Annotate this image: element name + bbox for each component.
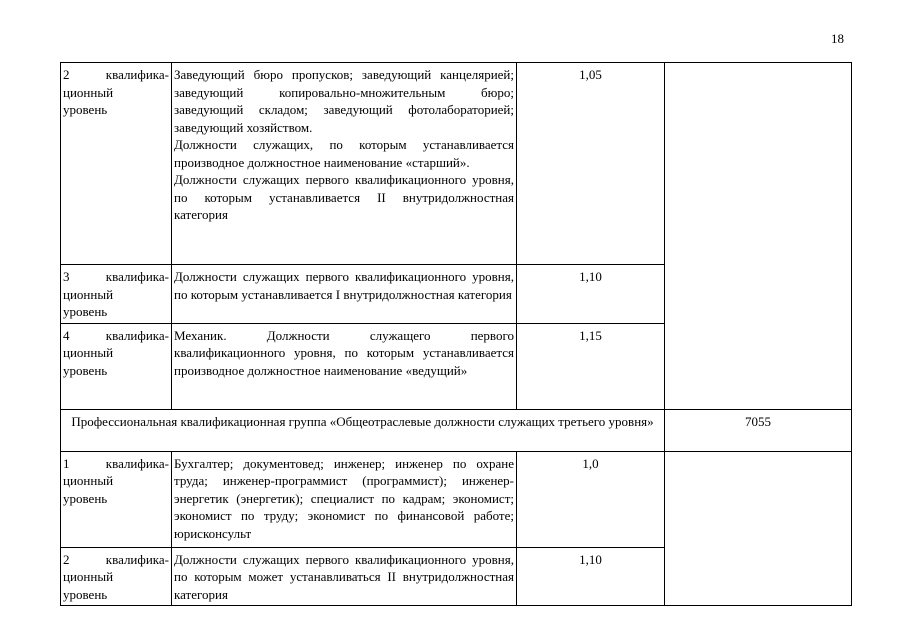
description-cell	[172, 63, 517, 265]
coefficient-cell: 1,10	[517, 265, 665, 324]
level-line: уровень	[63, 586, 108, 602]
coefficient-cell: 1,15	[517, 323, 665, 409]
coefficient-cell: 1,10	[517, 547, 665, 606]
level-line: ционный	[63, 84, 114, 100]
salary-cell-empty	[665, 63, 852, 410]
group-salary: 7055	[665, 409, 852, 451]
table-row	[61, 63, 852, 265]
group-header-row	[61, 409, 852, 451]
level-line: ционный	[63, 345, 114, 360]
level-line: 2 квалифика-	[63, 551, 169, 567]
description-paragraph: Механик. Должности служащего первого квалификационного уровня, по которым устанавливается производное должностное наименование «ведущий»	[174, 327, 514, 378]
level-cell	[61, 451, 172, 547]
level-cell	[61, 63, 172, 265]
salary-cell-empty	[665, 451, 852, 606]
level-line: 2 квалифика-	[63, 67, 169, 82]
group-title: Профессиональная квалификационная группа «Общеотраслевые должности служащих третьего уровня»	[61, 409, 665, 451]
level-cell	[61, 547, 172, 606]
level-line: ционный	[63, 286, 114, 302]
coefficient-cell: 1,05	[517, 63, 665, 265]
level-line: уровень	[63, 490, 108, 506]
description-cell	[172, 323, 517, 409]
description-paragraph: Должности служащих первого квалификационного уровня, по которым устанавливается I внутридолжностная категория	[174, 269, 514, 302]
coefficient-cell: 1,0	[517, 451, 665, 547]
level-line: 3 квалифика-	[63, 269, 169, 284]
qualification-table	[60, 62, 852, 606]
level-line: ционный	[63, 473, 114, 488]
level-line: уровень	[63, 102, 108, 117]
description-paragraph: Должности служащих первого квалификационного уровня, по которым устанавливается II внутридолжностная категория	[174, 172, 514, 222]
description-paragraph: Должности служащих первого квалификационного уровня, по которым может устанавливаться II внутридолжностная категория	[174, 551, 514, 602]
description-paragraph: Бухгалтер; документовед; инженер; инженер по охране труда; инженер-программист (программист); инженер-энергетик (энергетик); специалист по кадрам; экономист; экономист по труду; экономист по финансовой работе; юрисконсульт	[174, 455, 514, 541]
table-row	[61, 451, 852, 547]
description-cell	[172, 451, 517, 547]
description-paragraph: Должности служащих, по которым устанавливается производное должностное наименование «старший».	[174, 137, 514, 170]
description-cell	[172, 265, 517, 324]
level-line: 1 квалифика-	[63, 455, 169, 471]
level-cell	[61, 265, 172, 324]
level-cell	[61, 323, 172, 409]
description-cell	[172, 547, 517, 606]
page-number: 18	[831, 31, 844, 46]
description-paragraph: Заведующий бюро пропусков; заведующий канцелярией; заведующий копировально-множительным бюро; заведующий складом; заведующий фотолабораторией; заведующий хозяйством.	[174, 67, 514, 135]
level-line: уровень	[63, 304, 108, 319]
level-line: 4 квалифика-	[63, 327, 169, 343]
level-line: ционный	[63, 569, 114, 584]
level-line: уровень	[63, 362, 108, 378]
